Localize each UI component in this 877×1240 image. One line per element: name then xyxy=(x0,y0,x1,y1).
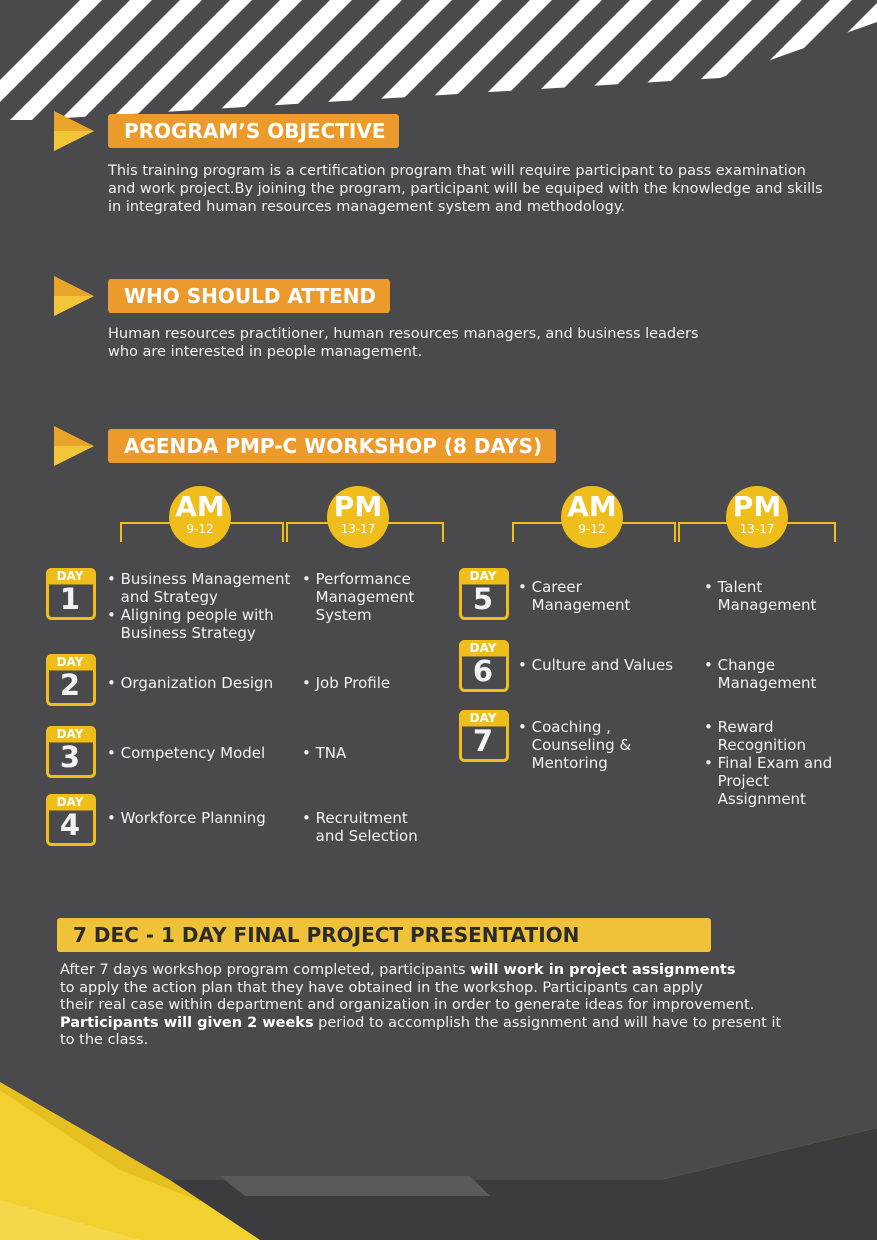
bullet-icon: • xyxy=(518,656,532,674)
topic-item: • TNA xyxy=(302,744,347,762)
objective-text: This training program is a certification program that will require participant to pass examination and work project.By joining the program, participant will be equiped with the knowledge and skills in integrated human resources management system and methodology. xyxy=(108,163,823,215)
attend-heading: WHO SHOULD ATTEND xyxy=(108,279,390,313)
section-arrow-icon xyxy=(54,426,94,466)
top-stripes-decoration xyxy=(0,0,877,120)
day-badge-4 xyxy=(46,794,96,846)
bullet-icon: • xyxy=(107,674,121,692)
topic-item: • Reward Recognition xyxy=(704,718,806,754)
topic-item: • Competency Model xyxy=(107,744,266,762)
bullet-icon: • xyxy=(518,578,532,596)
day-6-am-topics xyxy=(518,656,673,674)
day-5-am-topics xyxy=(518,578,630,614)
day-7-am-topics xyxy=(518,718,631,772)
day-badge-2 xyxy=(46,654,96,706)
bullet-icon: • xyxy=(704,578,718,596)
day-1-am-topics xyxy=(107,570,290,642)
bullet-icon: • xyxy=(704,718,718,736)
day-6-pm-topics xyxy=(704,656,816,692)
day-number: 5 xyxy=(472,582,494,616)
attend-text: Human resources practitioner, human resources managers, and business leaders who are interested in people management. xyxy=(108,326,699,360)
am-session-badge: AM 9-12 xyxy=(561,486,623,548)
day-badge-7 xyxy=(459,710,509,762)
bullet-icon: • xyxy=(107,744,121,762)
day-number: 1 xyxy=(59,582,81,616)
bullet-icon: • xyxy=(107,606,121,624)
topic-item: • Career Management xyxy=(518,578,631,614)
day-badge-6 xyxy=(459,640,509,692)
bullet-icon: • xyxy=(704,656,718,674)
bullet-icon: • xyxy=(107,809,121,827)
bullet-icon: • xyxy=(302,809,316,827)
day-4-am-topics xyxy=(107,809,266,827)
objective-heading: PROGRAM’S OBJECTIVE xyxy=(108,114,399,148)
bullet-icon: • xyxy=(704,754,718,772)
day-number: 4 xyxy=(59,808,81,842)
day-3-am-topics xyxy=(107,744,265,762)
bullet-icon: • xyxy=(302,570,316,588)
day-4-pm-topics xyxy=(302,809,418,845)
am-session-badge: AM 9-12 xyxy=(169,486,231,548)
day-badge-5 xyxy=(459,568,509,620)
day-7-pm-topics xyxy=(704,718,832,808)
day-label: DAY xyxy=(56,795,84,809)
day-badge-1 xyxy=(46,568,96,620)
day-number: 7 xyxy=(472,724,494,758)
bullet-icon: • xyxy=(302,744,316,762)
bullet-icon: • xyxy=(107,570,121,588)
agenda-heading: AGENDA PMP-C WORKSHOP (8 DAYS) xyxy=(108,429,556,463)
day-label: DAY xyxy=(56,569,84,583)
topic-item: • Recruitment and Selection xyxy=(302,809,418,845)
day-3-pm-topics xyxy=(302,744,346,762)
final-project-title: 7 DEC - 1 DAY FINAL PROJECT PRESENTATION xyxy=(73,923,580,947)
topic-item: • Final Exam and Project Assignment xyxy=(704,754,833,808)
day-number: 3 xyxy=(59,740,81,774)
topic-item: • Business Management and Strategy xyxy=(107,570,291,606)
day-label: DAY xyxy=(56,655,84,669)
topic-item: • Aligning people with Business Strategy xyxy=(107,606,274,642)
day-label: DAY xyxy=(469,569,497,583)
bullet-icon: • xyxy=(518,718,532,736)
section-arrow-icon xyxy=(54,111,94,151)
day-label: DAY xyxy=(469,641,497,655)
topic-item: • Job Profile xyxy=(302,674,391,692)
section-arrow-icon xyxy=(54,276,94,316)
topic-item: • Coaching , Counseling & Mentoring xyxy=(518,718,632,772)
final-project-text: After 7 days workshop program completed, participants will work in project assignments to apply the action plan that they have obtained in the workshop. Participants can apply their real case within department and organization in order to generate ideas for improvement. Participants will given 2 weeks period to accomplish the assignment and will have to present it to the class. xyxy=(60,962,782,1048)
final-project-banner xyxy=(57,918,711,952)
day-2-am-topics xyxy=(107,674,273,692)
topic-item: • Change Management xyxy=(704,656,817,692)
day-label: DAY xyxy=(469,711,497,725)
topic-item: • Performance Management System xyxy=(302,570,415,624)
topic-item: • Organization Design xyxy=(107,674,274,692)
pm-session-badge: PM 13-17 xyxy=(327,486,389,548)
day-number: 6 xyxy=(472,654,494,688)
day-1-pm-topics xyxy=(302,570,414,624)
bullet-icon: • xyxy=(302,674,316,692)
day-2-pm-topics xyxy=(302,674,390,692)
day-badge-3 xyxy=(46,726,96,778)
day-label: DAY xyxy=(56,727,84,741)
day-5-pm-topics xyxy=(704,578,816,614)
pm-session-badge: PM 13-17 xyxy=(726,486,788,548)
topic-item: • Talent Management xyxy=(704,578,817,614)
topic-item: • Workforce Planning xyxy=(107,809,266,827)
day-number: 2 xyxy=(59,668,81,702)
topic-item: • Culture and Values xyxy=(518,656,673,674)
